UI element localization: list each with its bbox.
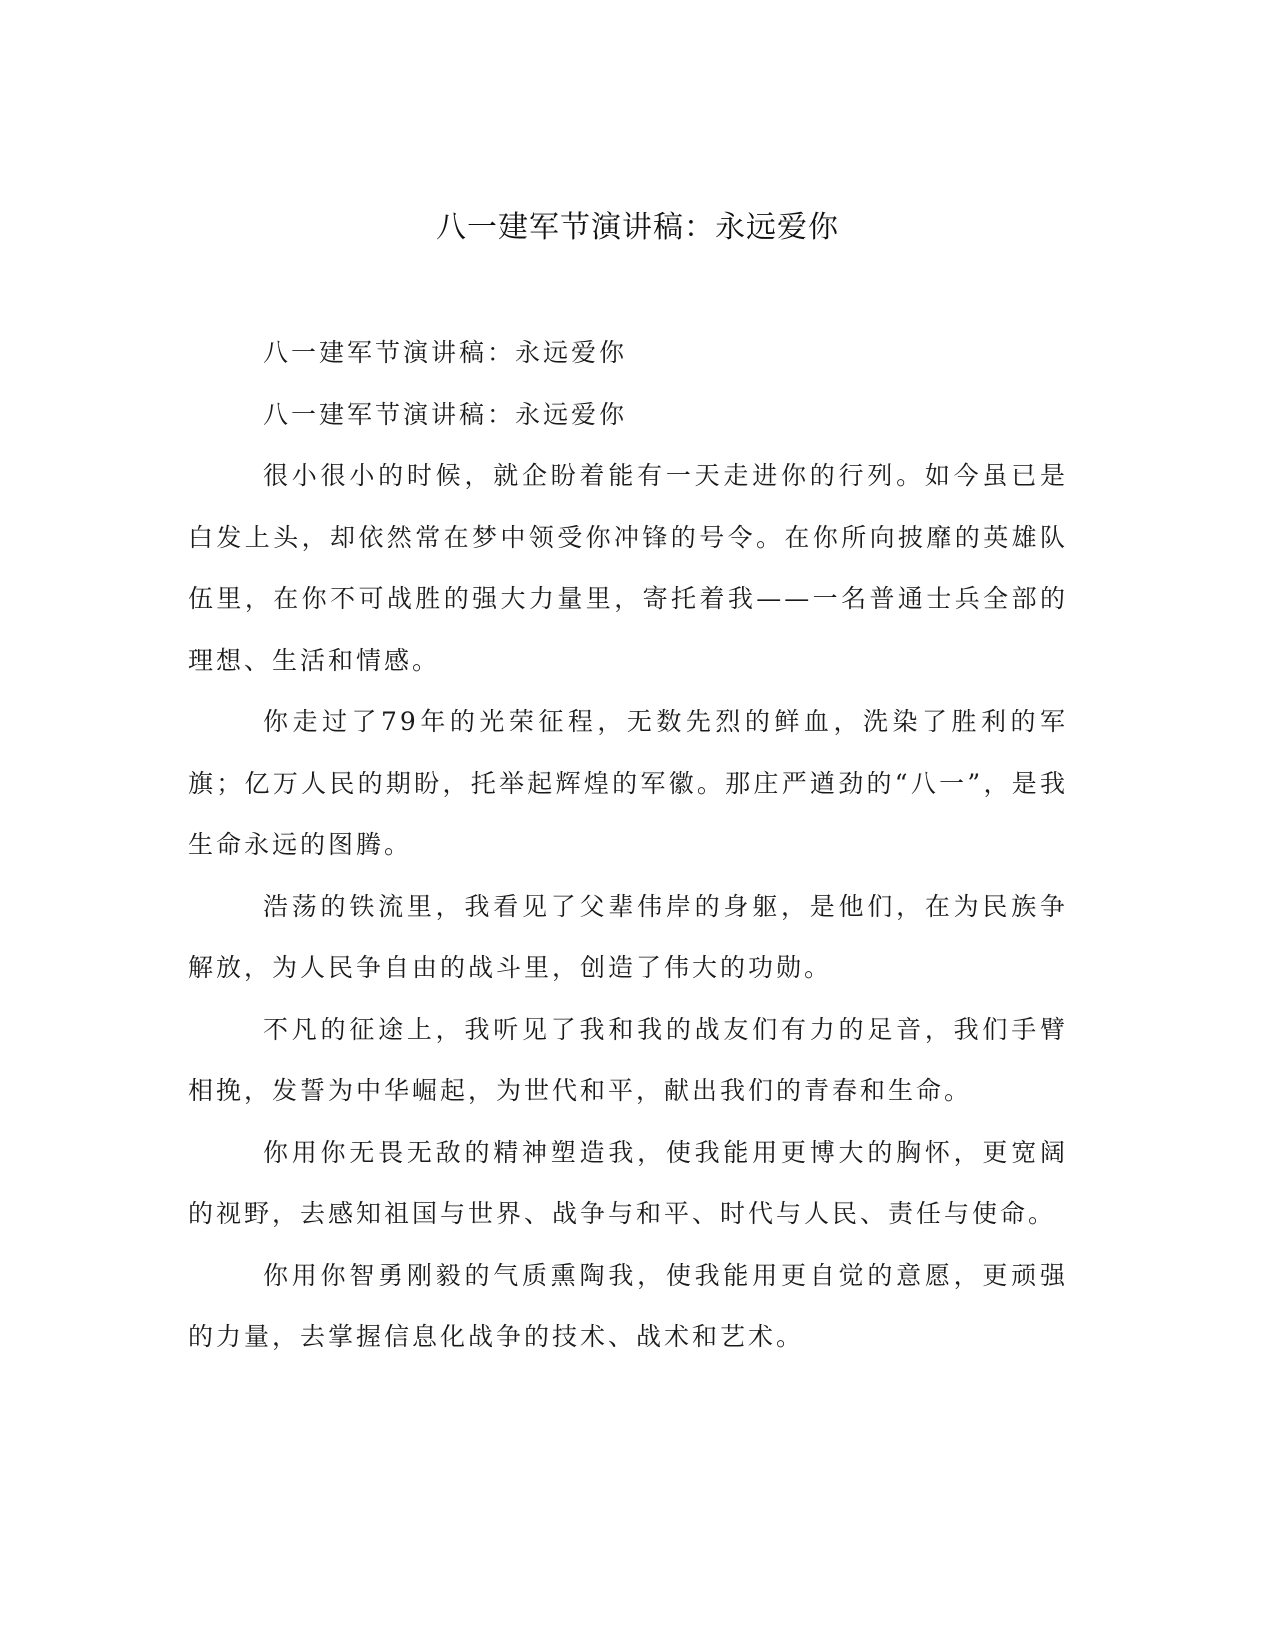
paragraph-subtitle-2: 八一建军节演讲稿：永远爱你 xyxy=(263,399,628,429)
document-title: 八一建军节演讲稿：永远爱你 xyxy=(436,210,839,245)
document-body xyxy=(188,322,1068,1368)
paragraph-79-years: 你走过了79年的光荣征程，无数先烈的鲜血，洗染了胜利的军旗；亿万人民的期盼，托举起辉煌的军徽。那庄严遒劲的“八一”，是我生命永远的图腾。 xyxy=(188,707,1068,859)
paragraph-subtitle-1: 八一建军节演讲稿：永远爱你 xyxy=(263,338,628,367)
paragraph-spirit: 你用你无畏无敌的精神塑造我，使我能用更博大的胸怀，更宽阔的视野，去感知祖国与世界、战争与和平、时代与人民、责任与使命。 xyxy=(188,1137,1068,1228)
paragraph-childhood: 很小很小的时候，就企盼着能有一天走进你的行列。如今虽已是白发上头，却依然常在梦中领受你冲锋的号令。在你所向披靡的英雄队伍里，在你不可战胜的强大力量里，寄托着我——一名普通士兵全部的理想、生活和情感。 xyxy=(188,461,1068,675)
paragraph-temperament: 你用你智勇刚毅的气质熏陶我，使我能用更自觉的意愿，更顽强的力量，去掌握信息化战争的技术、战术和艺术。 xyxy=(188,1260,1068,1351)
paragraph-iron-stream: 浩荡的铁流里，我看见了父辈伟岸的身躯，是他们，在为民族争解放，为人民争自由的战斗里，创造了伟大的功勋。 xyxy=(188,891,1068,982)
paragraph-journey: 不凡的征途上，我听见了我和我的战友们有力的足音，我们手臂相挽，发誓为中华崛起，为世代和平，献出我们的青春和生命。 xyxy=(188,1014,1068,1105)
